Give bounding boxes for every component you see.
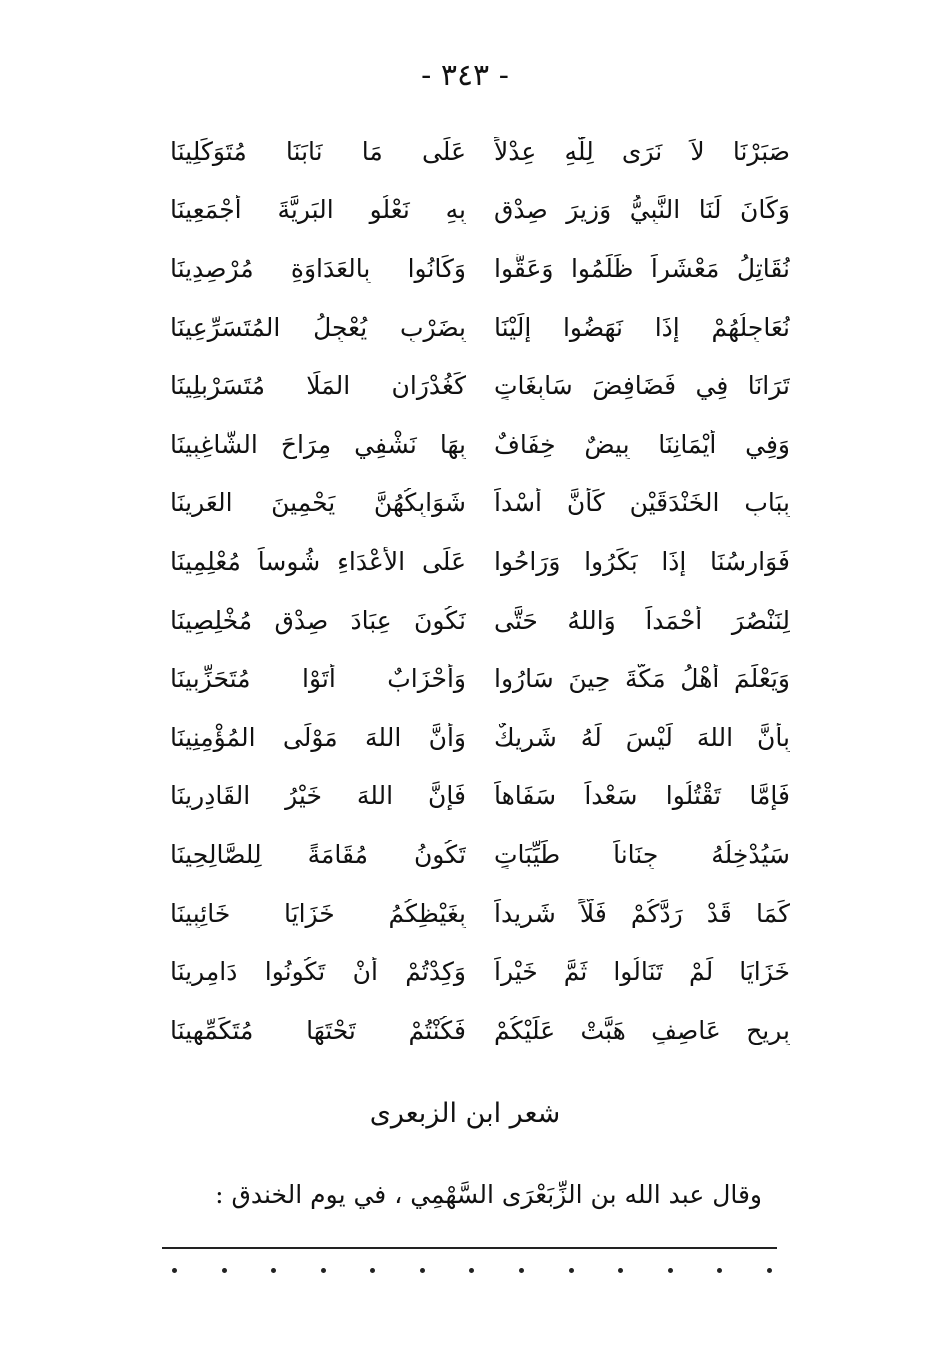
verse <box>170 708 790 767</box>
verse-second-hemistich: بِهِ نَعْلُو البَرِيَّةَ أَجْمَعِينَا <box>170 195 466 225</box>
verse-second-hemistich: بِغَيْظِكُمُ خَزَايَا خَائِبِينَا <box>170 898 466 928</box>
footer-dot <box>222 1268 227 1273</box>
verse <box>170 942 790 1001</box>
footer-dots <box>172 1268 772 1273</box>
footer-dot <box>569 1268 574 1273</box>
verse-second-hemistich: بِهَا نَشْفِي مِرَاحَ الشَّاغِبِينَا <box>170 429 466 459</box>
verse-second-hemistich: شَوَابِكُهُنَّ يَحْمِينَ العَرِينَا <box>170 488 466 518</box>
page-number: - ٣٤٣ - <box>421 58 509 93</box>
verse <box>170 591 790 650</box>
footer-dot <box>767 1268 772 1273</box>
verse-first-hemistich: صَبَرْنَا لاَ نَرَى لِلّٰهِ عِدْلاً <box>494 136 790 166</box>
verse-first-hemistich: فَإِمَّا تَقْتُلُوا سَعْداً سَفَاهاً <box>494 781 790 811</box>
verse-first-hemistich: وَكَانَ لَنَا النَّبِيُّ وَزِيرَ صِدْقٍ <box>494 195 790 225</box>
verse-first-hemistich: كَمَا قَدْ رَدَّكُمْ فَلّاً شَرِيداً <box>494 898 790 928</box>
footer-dot <box>668 1268 673 1273</box>
footer-dot <box>271 1268 276 1273</box>
verse-second-hemistich: فَإِنَّ اللهَ خَيْرُ القَادِرِينَا <box>170 781 466 811</box>
verse-second-hemistich: عَلَى الأَعْدَاءِ شُوساً مُعْلِمِينَا <box>170 546 466 576</box>
verse-first-hemistich: وَفِي أَيْمَانِنَا بِيضٌ خِفَافٌ <box>494 429 790 459</box>
footer-dot <box>321 1268 326 1273</box>
section-title: شعر ابن الزبعرى <box>369 1098 561 1129</box>
verse-first-hemistich: فَوَارِسُنَا إِذَا بَكَرُوا وَرَاحُوا <box>494 546 790 576</box>
verse <box>170 532 790 591</box>
verse <box>170 1001 790 1060</box>
verse-second-hemistich: بِضَرْبٍ يُعْجِلُ المُتَسَرِّعِينَا <box>170 312 466 342</box>
verse <box>170 415 790 474</box>
verse <box>170 649 790 708</box>
verse <box>170 122 790 181</box>
intro-line: وقال عبد الله بن الزِّبَعْرَى السَّهْمِي ، في يوم الخندق : <box>215 1180 762 1209</box>
footer-dot <box>370 1268 375 1273</box>
verse-second-hemistich: نَكُونَ عِبَادَ صِدْقٍ مُخْلِصِينَا <box>170 605 466 635</box>
verse-second-hemistich: وَكِدْتُمْ أَنْ تَكُونُوا دَامِرِينَا <box>170 957 466 987</box>
verse <box>170 298 790 357</box>
verse-first-hemistich: نُعَاجِلُهُمْ إِذَا نَهَضُوا إِلَيْنَا <box>494 312 790 342</box>
verse-first-hemistich: سَيُدْخِلُهُ جِنَاناً طَيِّبَاتٍ <box>494 839 790 869</box>
poem <box>170 122 790 1060</box>
verse-second-hemistich: وَكَانُوا بِالعَدَاوَةِ مُرْصِدِينَا <box>170 253 466 283</box>
footer-dot <box>420 1268 425 1273</box>
verse-first-hemistich: نُقَاتِلُ مَعْشَراً ظَلَمُوا وَعَقُّوا <box>494 253 790 283</box>
verse-second-hemistich: عَلَى مَا نَابَنَا مُتَوَكِّلِينَا <box>170 136 466 166</box>
verse-second-hemistich: فَكُنْتُمْ تَحْتَهَا مُتَكَمِّهِينَا <box>170 1015 466 1045</box>
verse <box>170 474 790 533</box>
footer-dot <box>469 1268 474 1273</box>
verse-first-hemistich: تَرَانَا فِي فَضَافِضَ سَابِغَاتٍ <box>494 371 790 401</box>
verse-first-hemistich: بِرِيحٍ عَاصِفٍ هَبَّتْ عَلَيْكُمْ <box>494 1015 790 1045</box>
verse <box>170 239 790 298</box>
footer-dot <box>618 1268 623 1273</box>
verse-second-hemistich: كَغُدْرَانِ المَلَا مُتَسَرْبِلِينَا <box>170 371 466 401</box>
footer-rule <box>162 1247 777 1249</box>
verse-first-hemistich: خَزَايَا لَمْ تَنَالُوا ثَمَّ خَيْراً <box>494 957 790 987</box>
footer-dot <box>717 1268 722 1273</box>
footer-dot <box>172 1268 177 1273</box>
verse-first-hemistich: بِبَابِ الخَنْدَقَيْنِ كَأَنَّ أُسْداً <box>494 488 790 518</box>
verse-second-hemistich: وَأَنَّ اللهَ مَوْلَى المُؤْمِنِينَا <box>170 722 466 752</box>
verse <box>170 767 790 826</box>
verse-second-hemistich: وَأَحْزَابٌ أَتَوْا مُتَحَزِّبِينَا <box>170 664 466 694</box>
verse-second-hemistich: تَكُونُ مُقَامَةً لِلصَّالِحِينَا <box>170 839 466 869</box>
footer-dot <box>519 1268 524 1273</box>
verse-first-hemistich: وَيَعْلَمَ أَهْلُ مَكَّةَ حِينَ سَارُوا <box>494 664 790 694</box>
verse <box>170 884 790 943</box>
verse-first-hemistich: بِأَنَّ اللهَ لَيْسَ لَهُ شَرِيكٌ <box>494 722 790 752</box>
verse <box>170 181 790 240</box>
verse-first-hemistich: لِنَنْصُرَ أَحْمَداً وَاللهُ حَتَّى <box>494 605 790 635</box>
verse <box>170 825 790 884</box>
verse <box>170 356 790 415</box>
